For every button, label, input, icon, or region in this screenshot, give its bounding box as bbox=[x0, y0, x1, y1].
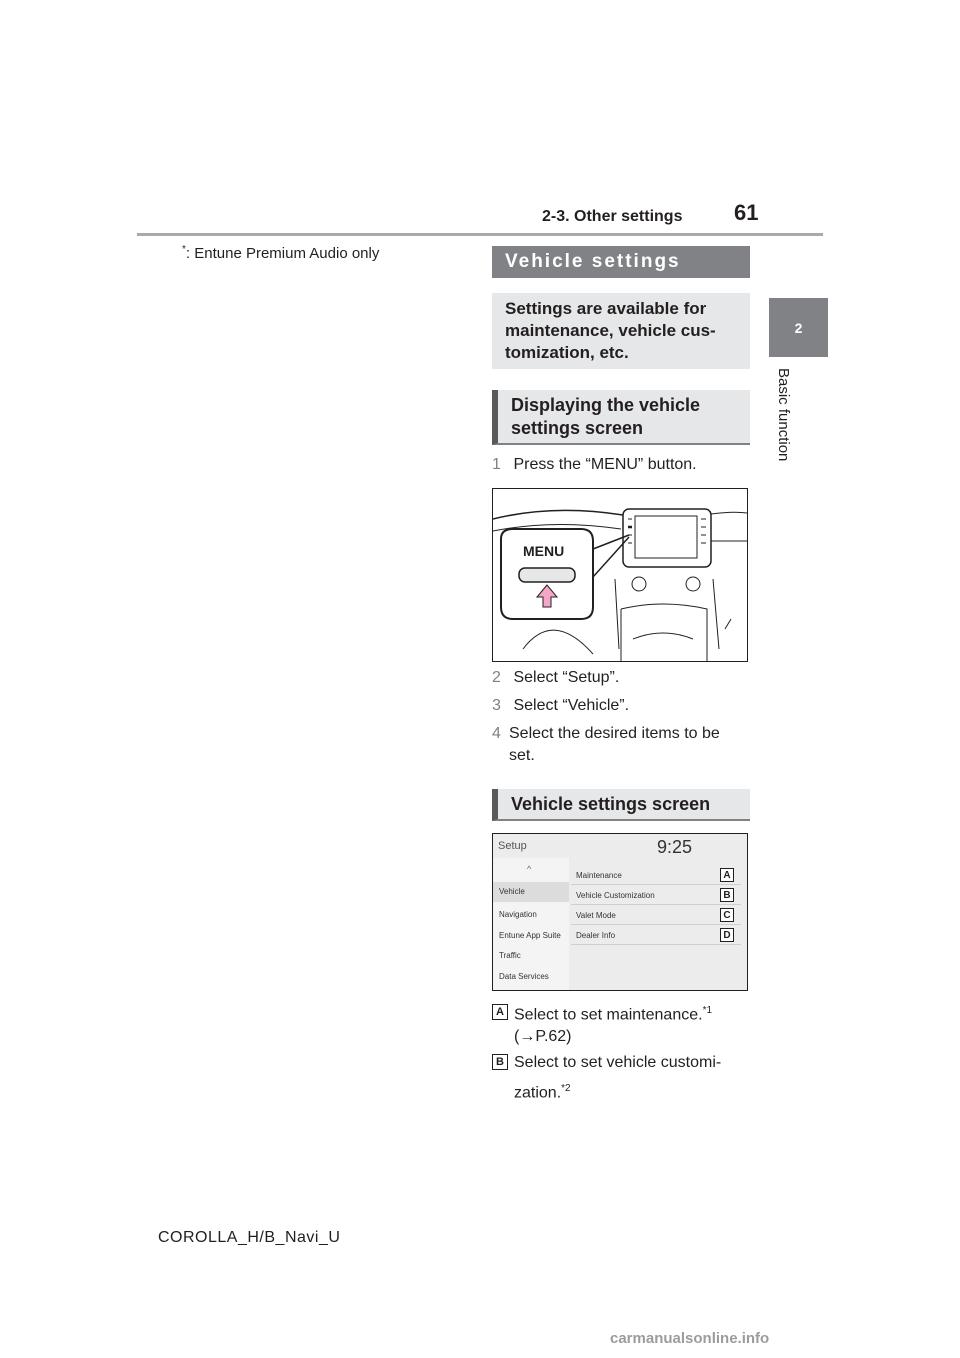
screen-clock: 9:25 bbox=[657, 837, 693, 857]
subsection-title-display: Displaying the vehicle settings screen bbox=[492, 390, 750, 445]
callout-b-sup: *2 bbox=[561, 1083, 571, 1094]
section-heading: 2-3. Other settings bbox=[542, 208, 683, 225]
callout-letter-b: B bbox=[720, 888, 734, 902]
screen-menu-vehicle: Vehicle bbox=[493, 882, 569, 902]
step-number: 4 bbox=[492, 725, 501, 742]
step-1 bbox=[492, 454, 697, 476]
screen-menu-navigation: Navigation bbox=[499, 910, 537, 919]
screen-item-customization: Vehicle Customization bbox=[571, 886, 741, 905]
screen-left-menu bbox=[493, 858, 569, 991]
callout-ref-b: B bbox=[492, 1054, 508, 1070]
step-text: Select “Vehicle”. bbox=[513, 697, 630, 714]
step-text: Select the desired items to be set. bbox=[509, 725, 720, 764]
screen-menu-data-services: Data Services bbox=[499, 972, 549, 981]
vehicle-settings-screenshot bbox=[492, 833, 748, 991]
screen-menu-entune: Entune App Suite bbox=[499, 931, 561, 940]
document-footer: COROLLA_H/B_Navi_U bbox=[158, 1229, 341, 1246]
callout-b-desc: Select to set vehicle customi-zation. bbox=[514, 1054, 722, 1102]
step-2 bbox=[492, 667, 619, 689]
step-text: Press the “MENU” button. bbox=[513, 456, 697, 473]
chapter-label: Basic function bbox=[775, 368, 792, 462]
callout-b-text bbox=[514, 1050, 750, 1106]
screen-item-valet: Valet Mode bbox=[571, 906, 741, 925]
footnote bbox=[182, 244, 379, 262]
footnote-marker: * bbox=[182, 244, 186, 255]
step-3 bbox=[492, 695, 629, 717]
screen-item-maintenance: Maintenance bbox=[571, 866, 741, 885]
callout-ref-a: A bbox=[492, 1004, 508, 1020]
menu-button-label: MENU bbox=[523, 543, 565, 559]
dashboard-illustration bbox=[492, 488, 748, 662]
callout-a-sup: *1 bbox=[702, 1005, 713, 1016]
callout-a-desc: Select to set maintenance. bbox=[514, 1006, 703, 1024]
chapter-tab: 2 bbox=[769, 298, 828, 357]
callout-a-ref: (→P.62) bbox=[514, 1028, 572, 1045]
step-number: 1 bbox=[492, 456, 501, 473]
callout-a-text bbox=[514, 1000, 750, 1026]
step-4 bbox=[492, 723, 742, 767]
dashboard-drawing bbox=[493, 489, 747, 661]
screen-title: Setup bbox=[498, 840, 527, 852]
screen-item-dealer: Dealer Info bbox=[571, 926, 741, 945]
step-number: 2 bbox=[492, 669, 501, 686]
footnote-text: : Entune Premium Audio only bbox=[185, 245, 380, 262]
subsection-title-screen: Vehicle settings screen bbox=[492, 789, 750, 821]
section-summary: Settings are available for maintenance, vehicle cus-tomization, etc. bbox=[492, 293, 750, 369]
callout-letter-a: A bbox=[720, 868, 734, 882]
page-number: 61 bbox=[734, 200, 759, 225]
step-number: 3 bbox=[492, 697, 501, 714]
callout-letter-c: C bbox=[720, 908, 734, 922]
callout-letter-d: D bbox=[720, 928, 734, 942]
chevron-up-icon: ^ bbox=[527, 864, 532, 874]
header-divider bbox=[137, 233, 823, 236]
section-title: Vehicle settings bbox=[492, 246, 750, 278]
step-text: Select “Setup”. bbox=[513, 669, 620, 686]
watermark: carmanualsonline.info bbox=[610, 1330, 770, 1347]
screen-menu-traffic: Traffic bbox=[499, 951, 521, 960]
